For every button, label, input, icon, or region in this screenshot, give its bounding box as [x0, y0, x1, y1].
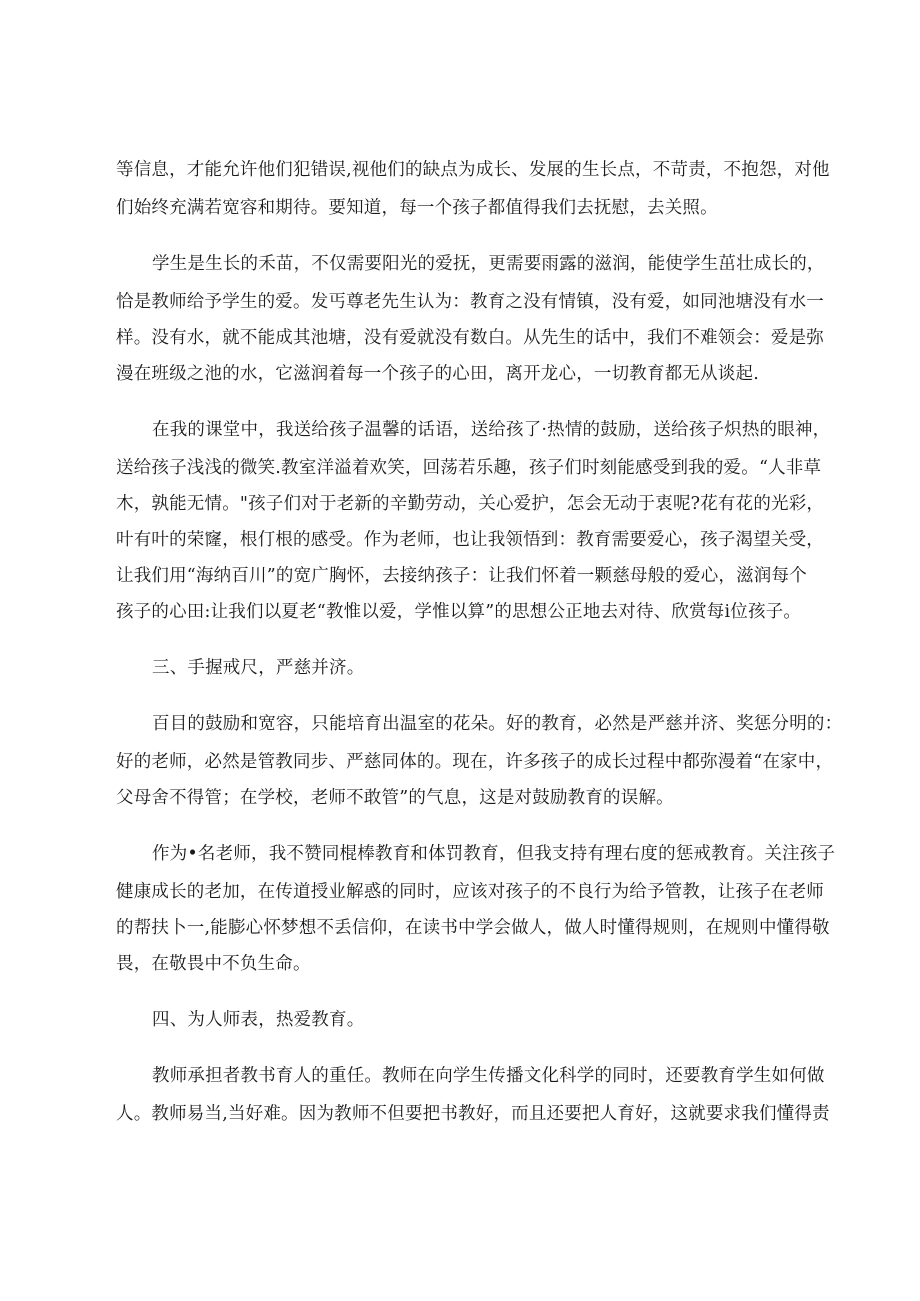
text-line: 人。教师易当,当好难。因为教师不但要把书教好，而且还要把人育好，这就要求我们懂得责 — [116, 1104, 830, 1124]
text-line: 父母舍不得管；在学校，老师不敢管”的气息，这是对鼓励教育的误解。 — [116, 788, 674, 808]
text-line: 作为•名老师，我不赞同棍棒教育和体罚教育，但我支持有理右度的惩戒教育。关注孩子 — [152, 844, 836, 864]
text-line: 等信息，才能允许他们犯错误,视他们的缺点为成长、发展的生长点，不苛责，不抱怨，对他 — [116, 160, 830, 180]
text-line: 百目的鼓励和宽容，只能培育出温室的花朵。好的教育，必然是严慈并济、奖惩分明的： — [152, 714, 843, 734]
section-heading: 三、手握戒尺，严慈并济。 — [152, 658, 365, 678]
text-line: 让我们用“海纳百川”的宽广胸怀，去接纳孩子：让我们怀着一颗慈母般的爱心，滋润每个 — [116, 566, 807, 586]
text-line: 在我的课堂中，我送给孩子温馨的话语，送给孩了·热情的鼓励，送给孩子炽热的眼神， — [152, 420, 831, 440]
text-line: 好的老师，必然是管教同步、严慈同体的。现在，许多孩子的成长过程中都弥漫着“在家中， — [116, 752, 834, 772]
text-line: 学生是生长的禾苗，不仅需要阳光的爱抚，更需要雨露的滋润，能使学生茁壮成长的， — [152, 254, 825, 274]
text-line: 的帮扶卜一,能膨心怀梦想不丢信仰，在读书中学会做人，做人时懂得规则，在规则中懂得敬 — [116, 918, 830, 938]
text-line: 孩子的心田:让我们以夏老“教惟以爱，学惟以算”的思想公正地去对待、欣赏每i位孩子。 — [116, 602, 802, 622]
text-line: 送给孩子浅浅的微笑.教室洋溢着欢笑，回荡若乐趣，孩子们时刻能感受到我的爱。“人非草 — [116, 458, 822, 478]
text-line: 样。没有水，就不能成其池塘，没有爱就没有数白。从先生的话中，我们不难领会：爱是弥 — [116, 328, 824, 348]
text-line: 们始终充满若宽容和期待。要知道，每一个孩子都值得我们去抚慰，去关照。 — [116, 198, 718, 218]
text-line: 健康成长的老加，在传道授业解惑的同时，应该对孩子的不良行为给予管教，让孩子在老师 — [116, 882, 824, 902]
section-heading: 四、为人师表，热爱教育。 — [152, 1010, 365, 1030]
text-line: 恰是教师给予学生的爱。发丐尊老先生认为：教育之没有情镇，没有爱，如同池塘没有水一 — [116, 292, 824, 312]
text-line: 漫在班级之池的水，它滋润着每一个孩子的心田，离开龙心，一切教育都无从谈起. — [116, 364, 759, 384]
text-line: 叶有叶的荣窿，根仃根的感受。作为老师，也让我领悟到：教育需要爱心，孩子渴望关受， — [116, 530, 824, 550]
text-line: 教师承担者教书育人的重任。教师在向学生传播文化科学的同时，还要教育学生如何做 — [152, 1066, 825, 1086]
text-line: 木，孰能无情。"孩子们对于老新的辛勤劳动，关心爱护，怎会无动于衷呢?花有花的光彩， — [116, 494, 825, 514]
text-line: 畏，在敬畏中不负生命。 — [116, 954, 311, 974]
